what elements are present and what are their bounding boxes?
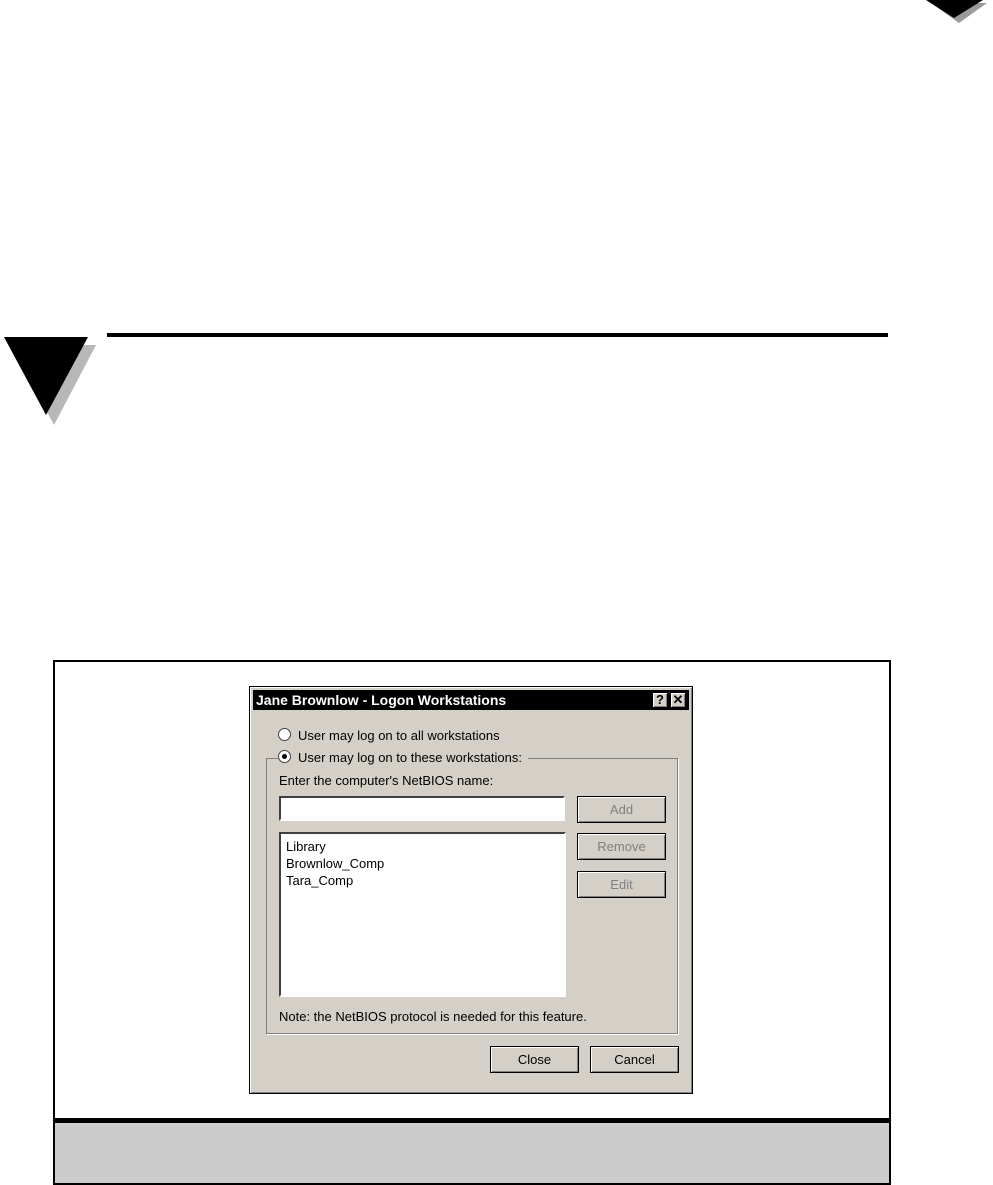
radio-these-workstations[interactable] bbox=[278, 749, 528, 767]
add-button[interactable]: Add bbox=[577, 796, 666, 823]
close-icon[interactable]: ✕ bbox=[670, 692, 686, 708]
dialog-titlebar bbox=[253, 690, 689, 710]
radio-all-circle[interactable] bbox=[278, 728, 291, 741]
netbios-name-label: Enter the computer's NetBIOS name: bbox=[279, 773, 494, 788]
netbios-note: Note: the NetBIOS protocol is needed for this feature. bbox=[279, 1009, 587, 1024]
workstations-listbox[interactable] bbox=[279, 832, 566, 997]
netbios-name-input[interactable] bbox=[279, 796, 565, 821]
close-button[interactable]: Close bbox=[490, 1046, 579, 1073]
list-item[interactable]: Library bbox=[286, 839, 326, 854]
dialog-title: Jane Brownlow - Logon Workstations bbox=[256, 692, 507, 708]
section-triangle-icon bbox=[0, 330, 100, 435]
edit-button[interactable]: Edit bbox=[577, 871, 666, 898]
radio-these-circle[interactable] bbox=[278, 750, 291, 763]
radio-all-workstations[interactable] bbox=[278, 727, 500, 745]
section-divider bbox=[107, 333, 888, 337]
remove-button[interactable]: Remove bbox=[577, 833, 666, 860]
radio-these-label: User may log on to these workstations: bbox=[298, 750, 522, 765]
list-item[interactable]: Tara_Comp bbox=[286, 873, 354, 888]
help-button[interactable]: ? bbox=[652, 692, 668, 708]
figure-caption-bar bbox=[55, 1118, 889, 1183]
cancel-button[interactable]: Cancel bbox=[590, 1046, 679, 1073]
list-item[interactable]: Brownlow_Comp bbox=[286, 856, 385, 871]
logon-workstations-dialog bbox=[249, 686, 693, 1094]
figure-frame bbox=[53, 660, 891, 1185]
corner-triangle-icon bbox=[921, 0, 993, 30]
radio-all-label: User may log on to all workstations bbox=[298, 728, 500, 743]
